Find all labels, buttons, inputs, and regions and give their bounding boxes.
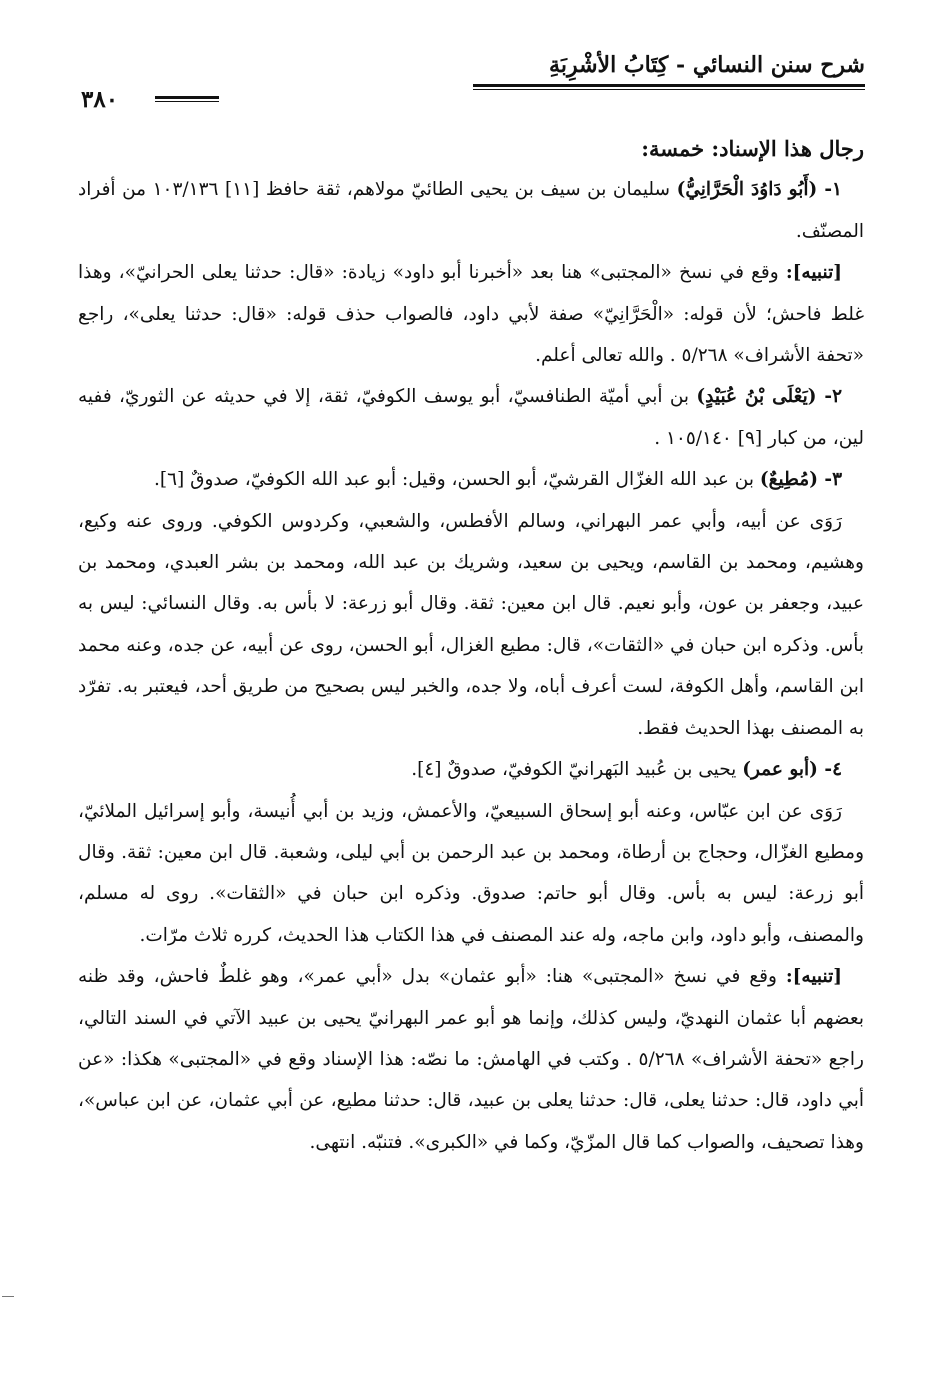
biography-paragraph-1 — [78, 501, 864, 749]
entry-text: سليمان بن سيف بن يحيى الطائيّ مولاهم، ثقة حافظ [١١] ١٠٣/١٣٦ من أفراد المصنّف. — [78, 179, 864, 242]
entry-text: رَوَى عن ابن عبّاس، وعنه أبو إسحاق السبيعيّ، والأعمش، وزيد بن أبي أُنيسة، وأبو إسرائيل الملائيّ، ومطيع الغزّال، وحجاج بن أرطاة، ومحمد بن عبد الرحمن بن أبي ليلى، وشعبة. قال ابن معين: ثقة. وقال أبو زرعة: ليس به بأس. وقال أبو حاتم: صدوق. وذكره ابن حبان في «الثقات». روى له مسلم، والمصنف، وأبو داود، وابن ماجه، وله عند المصنف في هذا الكتاب هذا الحديث، كرره ثلاث مرّات. — [78, 800, 864, 946]
header-rule — [473, 84, 865, 87]
note-paragraph-1 — [78, 252, 864, 376]
header-rule-thin — [473, 89, 865, 90]
entry-text: رَوَى عن أبيه، وأبي عمر البهراني، وسالم الأفطس، والشعبي، وكردوس الكوفي. وروى عنه وكيع، وهشيم، ومحمد بن القاسم، ويحيى بن سعيد، وشريك بن عبد الله، ومحمد بن بشر العبدي، ومحمد بن عبيد، وجعفر بن عون، وأبو نعيم. قال ابن معين: ثقة. وقال أبو زرعة: لا بأس به. وقال النسائي: ليس به بأس. وذكره ابن حبان في «الثقات»، قال: مطيع الغزال، أبو الحسن، روى عن أبيه، عن جده، وعنه محمد ابن القاسم، وأهل الكوفة، لست أعرف أباه، ولا جده، والخبر ليس بصحيح من طريق أحد، فيعتبر به. تفرّد به المصنف بهذا الحديث فقط. — [78, 510, 864, 739]
entry-lead: ٤- (أبو عمر) — [742, 759, 842, 781]
biography-paragraph-2 — [78, 791, 864, 957]
narrator-entry-2 — [78, 376, 864, 459]
narrator-entry-4 — [78, 749, 864, 790]
entry-lead: ٢- (يَعْلَى بْنُ عُبَيْدٍ) — [696, 386, 842, 408]
entry-lead: [تنبيه]: — [785, 262, 842, 284]
margin-mark — [2, 1296, 14, 1297]
narrator-entry-3 — [78, 459, 864, 500]
section-title: رجال هذا الإسناد: خمسة: — [641, 136, 864, 161]
entry-text: وقع في نسخ «المجتبى» هنا بعد «أخبرنا أبو داود» زيادة: «قال: حدثنا يعلى الحرانيّ»، وهذا غلط فاحش؛ لأن قوله: «الْحَرَّانِيّ» صفة لأبي داود، فالصواب حذف قوله: «قال: حدثنا يعلى»، راجع «تحفة الأشراف» ٥/٢٦٨ . والله تعالى أعلم. — [78, 262, 864, 367]
running-title: شرح سنن النسائي - كِتَابُ الأشْرِبَةِ — [549, 52, 865, 78]
page-header — [75, 52, 865, 122]
page-number-rule-thin — [155, 101, 219, 102]
entry-text: بن عبد الله الغزّال القرشيّ، أبو الحسن، وقيل: أبو عبد الله الكوفيّ، صدوقٌ [٦]. — [154, 469, 760, 491]
entry-lead: ١- (أَبُو دَاوُدَ الْحَرَّانِيُّ) — [676, 179, 842, 201]
page-number-rule — [155, 96, 219, 99]
note-paragraph-2 — [78, 956, 864, 1163]
entry-lead: [تنبيه]: — [785, 966, 842, 988]
entry-text: يحيى بن عُبيد البَهرانيّ الكوفيّ، صدوقٌ [٤]. — [411, 759, 743, 781]
narrator-entry-1 — [78, 169, 864, 252]
entry-text: وقع في نسخ «المجتبى» هنا: «أبو عثمان» بدل «أبي عمر»، وهو غلطٌ فاحش، وقد ظنه بعضهم أبا عثمان النهديّ، وليس كذلك، وإنما هو أبو عمر البهرانيّ يحيى بن عبيد الآتي في السند التالي، راجع «تحفة الأشراف» ٥/٢٦٨ . وكتب في الهامش: ما نصّه: هذا الإسناد وقع في «المجتبى» هكذا: «عن أبي داود، قال: حدثنا يعلى، قال: حدثنا يعلى بن عبيد، قال: حدثنا مطيع، عن أبي عثمان، عن ابن عباس»، وهذا تصحيف، والصواب كما قال المزّيّ، وكما في «الكبرى». فتنبّه. انتهى. — [78, 966, 864, 1153]
entry-text: بن أبي أميّة الطنافسيّ، أبو يوسف الكوفيّ، ثقة، إلا في حديثه عن الثوريّ، ففيه لين، من كبار [٩] ١٠٥/١٤٠ . — [78, 386, 864, 449]
page-number: ٣٨٠ — [81, 86, 119, 113]
entry-lead: ٣- (مُطِيعٌ) — [759, 469, 842, 491]
page-body — [78, 128, 864, 1163]
